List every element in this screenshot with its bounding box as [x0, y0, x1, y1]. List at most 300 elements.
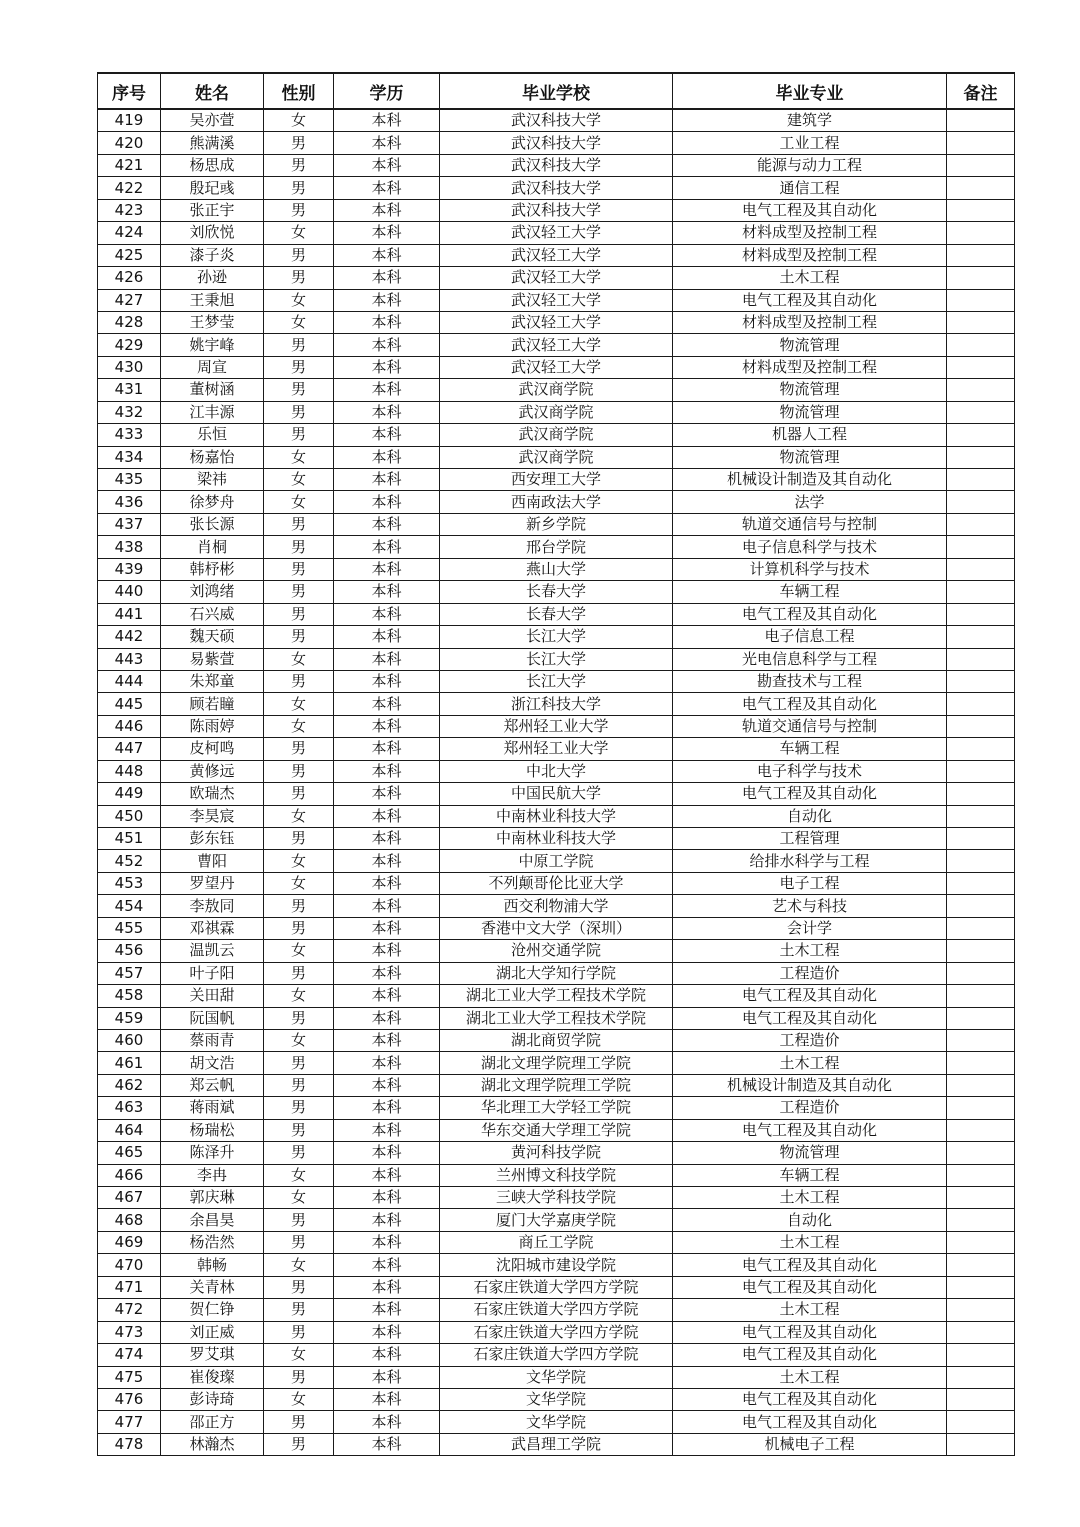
cell-degree: 本科 — [334, 715, 440, 737]
cell-gender: 男 — [264, 783, 334, 805]
cell-serial-number: 420 — [98, 132, 161, 154]
cell-name: 蒋雨斌 — [161, 1097, 264, 1119]
cell-name: 熊满溪 — [161, 132, 264, 154]
cell-degree: 本科 — [334, 805, 440, 827]
cell-remarks — [947, 648, 1015, 670]
cell-serial-number: 457 — [98, 962, 161, 984]
cell-degree: 本科 — [334, 693, 440, 715]
cell-name: 石兴威 — [161, 603, 264, 625]
cell-degree: 本科 — [334, 760, 440, 782]
cell-gender: 男 — [264, 626, 334, 648]
cell-school: 武汉商学院 — [440, 424, 673, 446]
cell-school: 石家庄铁道大学四方学院 — [440, 1344, 673, 1366]
cell-remarks — [947, 311, 1015, 333]
cell-major: 电气工程及其自动化 — [673, 603, 947, 625]
cell-remarks — [947, 446, 1015, 468]
cell-major: 电气工程及其自动化 — [673, 985, 947, 1007]
cell-gender: 男 — [264, 401, 334, 423]
cell-degree: 本科 — [334, 1254, 440, 1276]
cell-school: 长春大学 — [440, 581, 673, 603]
cell-school: 武汉轻工大学 — [440, 289, 673, 311]
cell-major: 电子信息工程 — [673, 626, 947, 648]
cell-serial-number: 424 — [98, 222, 161, 244]
cell-gender: 男 — [264, 738, 334, 760]
table-row — [98, 222, 1015, 244]
cell-degree: 本科 — [334, 626, 440, 648]
cell-remarks — [947, 872, 1015, 894]
cell-gender: 男 — [264, 154, 334, 176]
cell-name: 刘欣悦 — [161, 222, 264, 244]
cell-serial-number: 454 — [98, 895, 161, 917]
cell-name: 胡文浩 — [161, 1052, 264, 1074]
cell-name: 罗艾琪 — [161, 1344, 264, 1366]
cell-remarks — [947, 940, 1015, 962]
cell-degree: 本科 — [334, 132, 440, 154]
cell-degree: 本科 — [334, 244, 440, 266]
cell-serial-number: 466 — [98, 1164, 161, 1186]
cell-school: 黄河科技学院 — [440, 1142, 673, 1164]
cell-name: 魏天硕 — [161, 626, 264, 648]
cell-gender: 女 — [264, 648, 334, 670]
cell-school: 武汉轻工大学 — [440, 222, 673, 244]
table-row — [98, 783, 1015, 805]
cell-remarks — [947, 356, 1015, 378]
table-row — [98, 850, 1015, 872]
cell-degree: 本科 — [334, 670, 440, 692]
cell-name: 叶子阳 — [161, 962, 264, 984]
cell-remarks — [947, 917, 1015, 939]
cell-remarks — [947, 424, 1015, 446]
cell-name: 周宣 — [161, 356, 264, 378]
table-row — [98, 154, 1015, 176]
cell-name: 梁祎 — [161, 469, 264, 491]
cell-name: 曹阳 — [161, 850, 264, 872]
cell-degree: 本科 — [334, 424, 440, 446]
cell-degree: 本科 — [334, 1411, 440, 1433]
cell-major: 物流管理 — [673, 379, 947, 401]
table-row — [98, 424, 1015, 446]
cell-gender: 女 — [264, 1164, 334, 1186]
cell-gender: 男 — [264, 244, 334, 266]
cell-serial-number: 425 — [98, 244, 161, 266]
cell-serial-number: 422 — [98, 177, 161, 199]
cell-serial-number: 431 — [98, 379, 161, 401]
cell-serial-number: 430 — [98, 356, 161, 378]
cell-name: 黄修远 — [161, 760, 264, 782]
table-row — [98, 917, 1015, 939]
cell-major: 材料成型及控制工程 — [673, 356, 947, 378]
cell-gender: 女 — [264, 715, 334, 737]
table-row — [98, 469, 1015, 491]
cell-name: 关青林 — [161, 1276, 264, 1298]
cell-remarks — [947, 1254, 1015, 1276]
cell-serial-number: 461 — [98, 1052, 161, 1074]
cell-degree: 本科 — [334, 1052, 440, 1074]
cell-degree: 本科 — [334, 334, 440, 356]
cell-remarks — [947, 738, 1015, 760]
cell-name: 张正宇 — [161, 199, 264, 221]
table-row — [98, 1052, 1015, 1074]
cell-serial-number: 444 — [98, 670, 161, 692]
cell-school: 湖北文理学院理工学院 — [440, 1074, 673, 1096]
table-row — [98, 1433, 1015, 1455]
cell-serial-number: 442 — [98, 626, 161, 648]
cell-remarks — [947, 154, 1015, 176]
cell-gender: 女 — [264, 872, 334, 894]
cell-school: 武汉商学院 — [440, 446, 673, 468]
cell-gender: 男 — [264, 513, 334, 535]
cell-serial-number: 456 — [98, 940, 161, 962]
table-row — [98, 267, 1015, 289]
cell-name: 徐梦舟 — [161, 491, 264, 513]
table-row — [98, 536, 1015, 558]
table-row — [98, 289, 1015, 311]
cell-gender: 男 — [264, 536, 334, 558]
cell-serial-number: 429 — [98, 334, 161, 356]
table-row — [98, 1164, 1015, 1186]
cell-gender: 男 — [264, 1299, 334, 1321]
cell-major: 工程造价 — [673, 1029, 947, 1051]
cell-remarks — [947, 244, 1015, 266]
table-row — [98, 985, 1015, 1007]
cell-name: 李冉 — [161, 1164, 264, 1186]
cell-serial-number: 446 — [98, 715, 161, 737]
cell-school: 中南林业科技大学 — [440, 805, 673, 827]
cell-school: 武汉科技大学 — [440, 132, 673, 154]
cell-remarks — [947, 199, 1015, 221]
cell-major: 艺术与科技 — [673, 895, 947, 917]
cell-gender: 男 — [264, 1433, 334, 1455]
cell-degree: 本科 — [334, 513, 440, 535]
cell-school: 文华学院 — [440, 1388, 673, 1410]
cell-remarks — [947, 379, 1015, 401]
cell-major: 机械电子工程 — [673, 1433, 947, 1455]
cell-name: 欧瑞杰 — [161, 783, 264, 805]
cell-remarks — [947, 626, 1015, 648]
cell-serial-number: 421 — [98, 154, 161, 176]
cell-serial-number: 463 — [98, 1097, 161, 1119]
cell-major: 车辆工程 — [673, 738, 947, 760]
cell-remarks — [947, 1388, 1015, 1410]
cell-gender: 男 — [264, 356, 334, 378]
cell-school: 文华学院 — [440, 1411, 673, 1433]
header-major: 毕业专业 — [673, 73, 947, 109]
cell-serial-number: 469 — [98, 1231, 161, 1253]
cell-gender: 男 — [264, 828, 334, 850]
cell-remarks — [947, 132, 1015, 154]
cell-name: 蔡雨青 — [161, 1029, 264, 1051]
table-row — [98, 379, 1015, 401]
cell-remarks — [947, 289, 1015, 311]
cell-serial-number: 426 — [98, 267, 161, 289]
cell-school: 中国民航大学 — [440, 783, 673, 805]
cell-degree: 本科 — [334, 1388, 440, 1410]
cell-name: 阮国帆 — [161, 1007, 264, 1029]
cell-school: 商丘工学院 — [440, 1231, 673, 1253]
cell-gender: 女 — [264, 289, 334, 311]
cell-remarks — [947, 558, 1015, 580]
cell-major: 电气工程及其自动化 — [673, 1254, 947, 1276]
cell-remarks — [947, 850, 1015, 872]
cell-remarks — [947, 1029, 1015, 1051]
cell-major: 材料成型及控制工程 — [673, 311, 947, 333]
cell-remarks — [947, 985, 1015, 1007]
cell-gender: 男 — [264, 379, 334, 401]
table-row — [98, 244, 1015, 266]
cell-remarks — [947, 1344, 1015, 1366]
cell-gender: 女 — [264, 1029, 334, 1051]
cell-serial-number: 451 — [98, 828, 161, 850]
table-row — [98, 446, 1015, 468]
table-row — [98, 132, 1015, 154]
cell-serial-number: 440 — [98, 581, 161, 603]
cell-degree: 本科 — [334, 872, 440, 894]
cell-gender: 男 — [264, 603, 334, 625]
cell-serial-number: 459 — [98, 1007, 161, 1029]
cell-name: 韩杼彬 — [161, 558, 264, 580]
cell-name: 姚宇峰 — [161, 334, 264, 356]
cell-gender: 男 — [264, 267, 334, 289]
cell-school: 石家庄铁道大学四方学院 — [440, 1299, 673, 1321]
table-row — [98, 1366, 1015, 1388]
cell-major: 物流管理 — [673, 334, 947, 356]
cell-major: 自动化 — [673, 805, 947, 827]
cell-degree: 本科 — [334, 491, 440, 513]
cell-remarks — [947, 1299, 1015, 1321]
cell-degree: 本科 — [334, 738, 440, 760]
cell-degree: 本科 — [334, 1433, 440, 1455]
cell-serial-number: 476 — [98, 1388, 161, 1410]
table-row — [98, 581, 1015, 603]
table-row — [98, 109, 1015, 132]
table-header — [98, 73, 1015, 109]
cell-major: 机械设计制造及其自动化 — [673, 469, 947, 491]
cell-gender: 女 — [264, 109, 334, 132]
cell-major: 电气工程及其自动化 — [673, 783, 947, 805]
cell-remarks — [947, 1276, 1015, 1298]
table-row — [98, 1388, 1015, 1410]
cell-gender: 女 — [264, 446, 334, 468]
cell-major: 电气工程及其自动化 — [673, 289, 947, 311]
cell-remarks — [947, 1052, 1015, 1074]
cell-gender: 男 — [264, 670, 334, 692]
cell-serial-number: 465 — [98, 1142, 161, 1164]
cell-gender: 男 — [264, 1209, 334, 1231]
cell-school: 湖北商贸学院 — [440, 1029, 673, 1051]
cell-degree: 本科 — [334, 1074, 440, 1096]
cell-serial-number: 477 — [98, 1411, 161, 1433]
cell-serial-number: 435 — [98, 469, 161, 491]
cell-degree: 本科 — [334, 940, 440, 962]
cell-remarks — [947, 603, 1015, 625]
header-degree: 学历 — [334, 73, 440, 109]
cell-school: 西南政法大学 — [440, 491, 673, 513]
cell-gender: 男 — [264, 558, 334, 580]
cell-gender: 男 — [264, 132, 334, 154]
cell-degree: 本科 — [334, 828, 440, 850]
cell-gender: 女 — [264, 469, 334, 491]
cell-degree: 本科 — [334, 1231, 440, 1253]
cell-degree: 本科 — [334, 1119, 440, 1141]
cell-degree: 本科 — [334, 289, 440, 311]
cell-name: 江丰源 — [161, 401, 264, 423]
cell-name: 杨思成 — [161, 154, 264, 176]
cell-gender: 男 — [264, 1119, 334, 1141]
cell-gender: 女 — [264, 1254, 334, 1276]
cell-serial-number: 439 — [98, 558, 161, 580]
cell-serial-number: 471 — [98, 1276, 161, 1298]
table-row — [98, 177, 1015, 199]
table-row — [98, 603, 1015, 625]
table-row — [98, 1231, 1015, 1253]
cell-serial-number: 441 — [98, 603, 161, 625]
table-row — [98, 1411, 1015, 1433]
cell-remarks — [947, 513, 1015, 535]
table-row — [98, 738, 1015, 760]
cell-major: 计算机科学与技术 — [673, 558, 947, 580]
cell-school: 郑州轻工业大学 — [440, 715, 673, 737]
cell-name: 皮柯鸣 — [161, 738, 264, 760]
cell-school: 沈阳城市建设学院 — [440, 1254, 673, 1276]
cell-remarks — [947, 693, 1015, 715]
cell-degree: 本科 — [334, 1029, 440, 1051]
cell-school: 长春大学 — [440, 603, 673, 625]
cell-name: 郑云帆 — [161, 1074, 264, 1096]
cell-remarks — [947, 334, 1015, 356]
cell-degree: 本科 — [334, 154, 440, 176]
cell-serial-number: 433 — [98, 424, 161, 446]
table-row — [98, 828, 1015, 850]
table-row — [98, 715, 1015, 737]
cell-gender: 男 — [264, 1276, 334, 1298]
cell-serial-number: 464 — [98, 1119, 161, 1141]
cell-degree: 本科 — [334, 446, 440, 468]
cell-degree: 本科 — [334, 1007, 440, 1029]
cell-remarks — [947, 1411, 1015, 1433]
cell-major: 光电信息科学与工程 — [673, 648, 947, 670]
table-row — [98, 1209, 1015, 1231]
cell-major: 土木工程 — [673, 1187, 947, 1209]
cell-school: 长江大学 — [440, 648, 673, 670]
cell-serial-number: 448 — [98, 760, 161, 782]
cell-name: 孙逊 — [161, 267, 264, 289]
header-name: 姓名 — [161, 73, 264, 109]
cell-gender: 女 — [264, 805, 334, 827]
table-row — [98, 670, 1015, 692]
cell-gender: 男 — [264, 1074, 334, 1096]
cell-remarks — [947, 536, 1015, 558]
cell-gender: 男 — [264, 760, 334, 782]
cell-serial-number: 445 — [98, 693, 161, 715]
table-row — [98, 626, 1015, 648]
table-row — [98, 334, 1015, 356]
cell-degree: 本科 — [334, 1299, 440, 1321]
cell-name: 邵正方 — [161, 1411, 264, 1433]
cell-degree: 本科 — [334, 1187, 440, 1209]
cell-name: 韩畅 — [161, 1254, 264, 1276]
cell-major: 建筑学 — [673, 109, 947, 132]
cell-school: 湖北工业大学工程技术学院 — [440, 985, 673, 1007]
cell-serial-number: 473 — [98, 1321, 161, 1343]
cell-school: 湖北文理学院理工学院 — [440, 1052, 673, 1074]
cell-major: 电气工程及其自动化 — [673, 1321, 947, 1343]
cell-major: 电气工程及其自动化 — [673, 1388, 947, 1410]
cell-degree: 本科 — [334, 581, 440, 603]
cell-major: 电气工程及其自动化 — [673, 693, 947, 715]
cell-remarks — [947, 1119, 1015, 1141]
cell-remarks — [947, 783, 1015, 805]
cell-serial-number: 438 — [98, 536, 161, 558]
cell-major: 物流管理 — [673, 446, 947, 468]
cell-major: 电气工程及其自动化 — [673, 1119, 947, 1141]
cell-remarks — [947, 760, 1015, 782]
table-row — [98, 1254, 1015, 1276]
cell-name: 漆子炎 — [161, 244, 264, 266]
cell-name: 吴亦萱 — [161, 109, 264, 132]
cell-serial-number: 443 — [98, 648, 161, 670]
cell-major: 土木工程 — [673, 940, 947, 962]
cell-school: 厦门大学嘉庚学院 — [440, 1209, 673, 1231]
cell-remarks — [947, 1187, 1015, 1209]
cell-name: 杨浩然 — [161, 1231, 264, 1253]
cell-name: 王梦莹 — [161, 311, 264, 333]
table-body — [98, 109, 1015, 1456]
cell-gender: 男 — [264, 334, 334, 356]
table-row — [98, 1321, 1015, 1343]
cell-degree: 本科 — [334, 648, 440, 670]
cell-remarks — [947, 715, 1015, 737]
cell-major: 土木工程 — [673, 267, 947, 289]
cell-degree: 本科 — [334, 1164, 440, 1186]
cell-major: 电气工程及其自动化 — [673, 1276, 947, 1298]
cell-degree: 本科 — [334, 177, 440, 199]
table-row — [98, 199, 1015, 221]
cell-school: 郑州轻工业大学 — [440, 738, 673, 760]
cell-remarks — [947, 1433, 1015, 1455]
table-row — [98, 1119, 1015, 1141]
cell-remarks — [947, 401, 1015, 423]
table-row — [98, 1074, 1015, 1096]
cell-major: 材料成型及控制工程 — [673, 222, 947, 244]
cell-school: 武汉商学院 — [440, 379, 673, 401]
cell-major: 土木工程 — [673, 1052, 947, 1074]
cell-degree: 本科 — [334, 1344, 440, 1366]
cell-name: 肖桐 — [161, 536, 264, 558]
cell-name: 余昌昊 — [161, 1209, 264, 1231]
cell-gender: 女 — [264, 491, 334, 513]
cell-major: 电气工程及其自动化 — [673, 1007, 947, 1029]
table-row — [98, 401, 1015, 423]
cell-major: 工程管理 — [673, 828, 947, 850]
cell-remarks — [947, 962, 1015, 984]
cell-gender: 男 — [264, 1366, 334, 1388]
cell-school: 长江大学 — [440, 670, 673, 692]
cell-serial-number: 474 — [98, 1344, 161, 1366]
cell-remarks — [947, 1097, 1015, 1119]
cell-major: 土木工程 — [673, 1366, 947, 1388]
cell-gender: 女 — [264, 940, 334, 962]
cell-serial-number: 468 — [98, 1209, 161, 1231]
cell-school: 中北大学 — [440, 760, 673, 782]
cell-serial-number: 478 — [98, 1433, 161, 1455]
header-school: 毕业学校 — [440, 73, 673, 109]
table-row — [98, 962, 1015, 984]
cell-school: 武昌理工学院 — [440, 1433, 673, 1455]
cell-remarks — [947, 177, 1015, 199]
cell-major: 法学 — [673, 491, 947, 513]
cell-serial-number: 452 — [98, 850, 161, 872]
cell-major: 车辆工程 — [673, 1164, 947, 1186]
